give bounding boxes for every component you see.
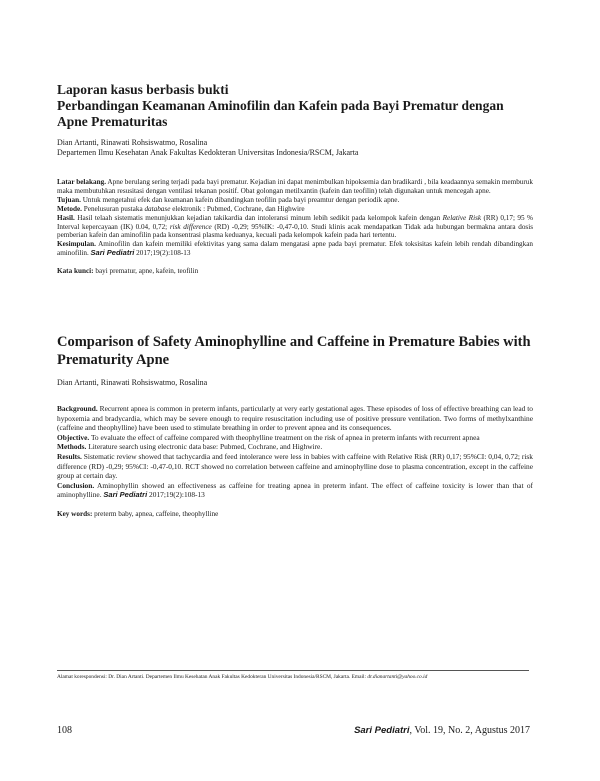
english-title: Comparison of Safety Aminophylline and Caffeine in Premature Babies with Prematurity Apne — [57, 334, 531, 368]
indonesian-authors: Dian Artanti, Rinawati Rohsiswatmo, Rosalina — [57, 138, 208, 147]
background-label: Latar belakang. — [57, 178, 106, 186]
article-type-label: Laporan kasus berbasis bukti — [57, 82, 229, 97]
abstract-background — [57, 404, 533, 433]
abstract-methods — [57, 205, 533, 214]
correspondence-footnote — [57, 674, 533, 681]
english-authors: Dian Artanti, Rinawati Rohsiswatmo, Rosalina — [57, 378, 208, 387]
abstract-results — [57, 452, 533, 481]
footer-issue: , Vol. 19, No. 2, Agustus 2017 — [409, 725, 530, 736]
methods-text-after: elektronik : Pubmed, Cochrane, dan Highwire — [172, 204, 305, 213]
abstract-conclusion — [57, 481, 533, 500]
footer-journal-name: Sari Pediatri — [354, 725, 410, 736]
objective-text: Untuk mengetahui efek dan keamanan kafein dibandingkan teofilin pada bayi preamtur dengan periodik apne. — [82, 195, 400, 204]
results-label: Hasil. — [57, 213, 75, 222]
english-keywords — [57, 510, 533, 519]
keywords-label: Key words: — [57, 509, 93, 518]
results-rr-italic: Relative Risk — [442, 213, 482, 222]
abstract-methods — [57, 442, 533, 452]
results-text: Sistematic review showed that tachycardia and feed intolerance were less in babies with caffeine with Relative Risk (RR) 0,17; 95%CI: 0,04, 0,72; risk difference (RD) -0,29; 95%CI: -0,47-0,10. RCT showed no correlation between caffeine and aminophylline dose to plasma concentration, except in the caffeine group at certain day. — [57, 451, 533, 481]
background-label: Background. — [57, 404, 98, 413]
methods-text: Literature search using electronic data base: Pubmed, Cochrane, and Highwire. — [88, 442, 323, 452]
abstract-conclusion — [57, 240, 533, 258]
objective-label: Tujuan. — [57, 195, 81, 204]
running-footer — [354, 725, 530, 736]
objective-label: Objective. — [57, 432, 90, 442]
indonesian-keywords — [57, 267, 533, 276]
conclusion-label: Kesimpulan. — [57, 240, 96, 249]
abstract-results — [57, 214, 533, 241]
correspondence-email: dr.dianartanti@yahoo.co.id — [367, 674, 428, 680]
indonesian-title: Perbandingan Keamanan Aminofilin dan Kafein pada Bayi Prematur dengan Apne Prematuritas — [57, 98, 504, 129]
results-text-3: (RD) -0,29; 95%IK: -0,47-0,10. Studi klinis acak mendapatkan Tidak ada hubungan bermakna antara dosis pemberian kafein dan aminofilin pada konsentrasi plasma keduanya, kecuali pada kelompok kafein pada hari tertentu. — [57, 222, 534, 240]
indonesian-abstract — [57, 178, 533, 258]
results-label: Results. — [57, 451, 82, 461]
page-number: 108 — [57, 725, 72, 736]
correspondence-text: Alamat korespondensi: Dr. Dian Artanti. Departemen Ilmu Kesehatan Anak Fakultas Kedokteran Universitas Indonesia/RSCM, Jakarta. Email: — [57, 674, 366, 680]
results-text-2: (RR) 0,17; 95 % Interval kepercayaan (IK) 0.04, 0,72; — [57, 213, 534, 231]
background-text: Apne berulang sering terjadi pada bayi prematur. Kejadian ini dapat menimbulkan hipoksemia dan bradikardi , bila keadaannya semakin memburuk maka membutuhkan resusitasi dengan ventilasi tekanan positif. Obat golongan metilxantin (kafein dan teofilin) telah digunakan untuk mencegah apne. — [57, 178, 533, 195]
citation-details: 2017;19(2):108-13 — [136, 249, 191, 258]
footnote-divider — [57, 670, 529, 671]
methods-label: Metode. — [57, 204, 82, 213]
keywords-label: Kata kunci: — [57, 267, 94, 276]
conclusion-label: Conclusion. — [57, 480, 95, 490]
abstract-objective — [57, 196, 533, 205]
objective-text: To evaluate the effect of caffeine compared with theophylline treatment on the risk of apnea in preterm infants with recurrent apnea — [90, 432, 480, 442]
english-abstract — [57, 404, 533, 500]
background-text: Recurrent apnea is common in preterm infants, particularly at very early gestational ages. These episodes of loss of effective breathing can lead to hypoxemia and bradycardia, which may be severe enough to require resuscitation including use of positive pressure ventilation. Two forms of methylxanthine (caffeine and theophylline) have been used to stimulate breathing in order to prevent apnea and its consequences. — [57, 404, 533, 433]
results-rd-italic: risk difference — [169, 222, 212, 231]
conclusion-text: Aminofilin dan kafein memiliki efektivitas yang sama dalam mengatasi apne pada bayi prematur. Efek toksisitas kafein lebih rendah dibandingkan aminofilin. — [57, 240, 534, 258]
abstract-objective — [57, 433, 533, 443]
citation-details: 2017;19(2):108-13 — [149, 490, 205, 500]
keywords-text: bayi prematur, apne, kafein, teofilin — [95, 267, 199, 276]
methods-label: Methods. — [57, 442, 87, 452]
abstract-background — [57, 178, 533, 196]
results-text-1: Hasil telaah sistematis menunjukkan kejadian takikardia dan intoleransi minum lebih sedikit pada kelompok kafein dengan — [77, 213, 441, 222]
english-section — [57, 333, 533, 519]
citation-journal: Sari Pediatri — [103, 490, 148, 500]
citation-journal: Sari Pediatri — [90, 248, 135, 258]
indonesian-section — [57, 82, 533, 276]
conclusion-text: Aminophyllin showed an effectiveness as caffeine for treating apnea in preterm infant. The effect of caffeine toxicity is lower than that of aminophylline. — [57, 480, 533, 500]
methods-text-before: Penelusuran pustaka — [83, 204, 143, 213]
keywords-text: preterm baby, apnea, caffeine, theophylline — [94, 509, 219, 518]
methods-text-italic: database — [144, 204, 171, 213]
author-affiliation: Departemen Ilmu Kesehatan Anak Fakultas Kedokteran Universitas Indonesia/RSCM, Jakarta — [57, 148, 359, 157]
